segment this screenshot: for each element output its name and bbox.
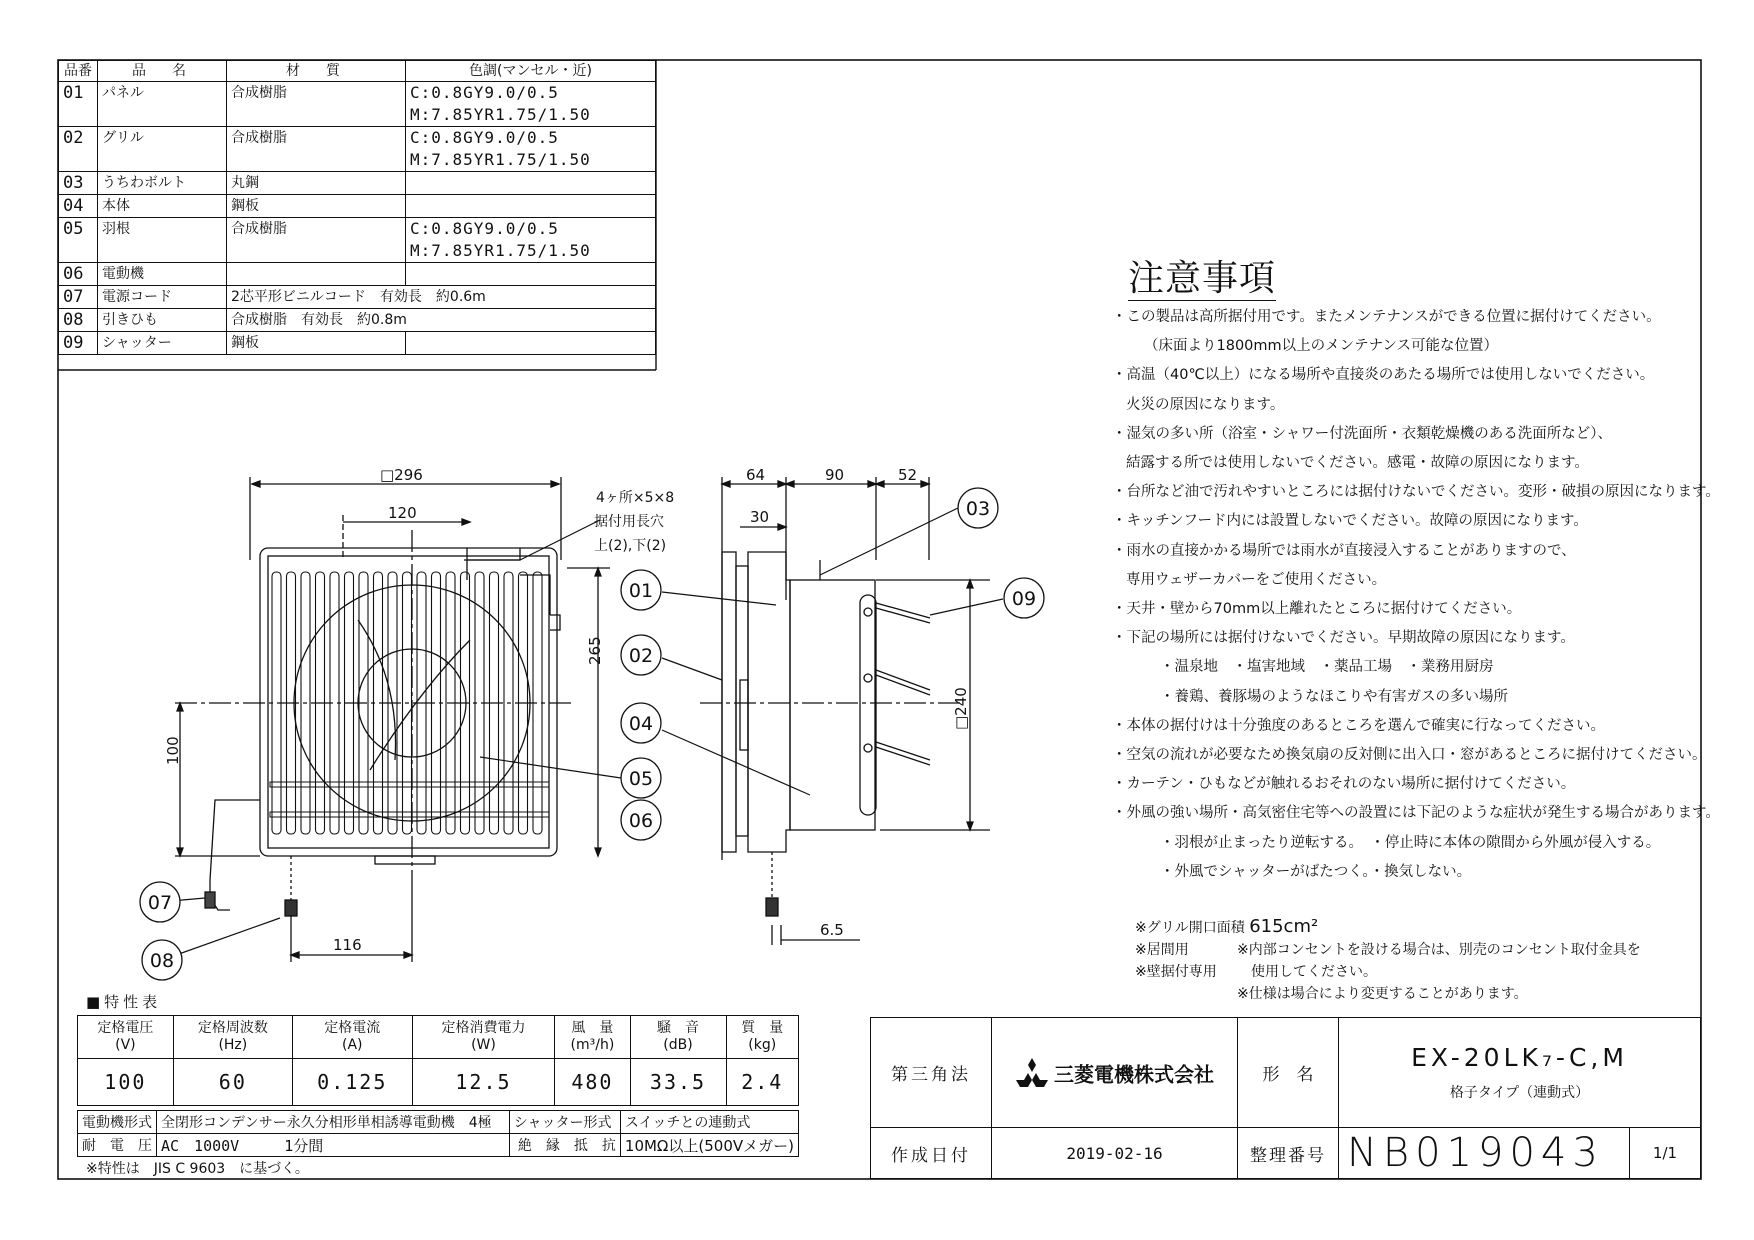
parts-table-row — [59, 82, 656, 127]
title-block — [870, 1017, 1701, 1179]
callout-05 — [621, 758, 661, 798]
model-number: EX-20LK₇-C,M — [1411, 1043, 1628, 1072]
notes-title: 注意事項 — [1128, 258, 1277, 299]
spec-value: 100 — [78, 1059, 174, 1106]
part-color-line: C:0.8GY9.0/0.5 — [410, 128, 559, 147]
note-line: ・湿気の多い所（浴室・シャワー付洗面所・衣類乾燥機のある洗面所など）、 — [1112, 425, 1612, 442]
drawing-number: NB019043 — [1339, 1128, 1630, 1179]
note-line: ・雨水の直接かかる場所では雨水が直接浸入することがありますので、 — [1112, 542, 1576, 559]
note-line: ・羽根が止まったり逆転する。 ・停止時に本体の隙間から外風が侵入する。 — [1160, 834, 1661, 851]
part-material: 丸鋼 — [227, 172, 406, 195]
spec-change-note: ※仕様は場合により変更することがあります。 — [1237, 986, 1528, 1002]
spec-value: 33.5 — [630, 1059, 726, 1106]
note-line: ・キッチンフード内には設置しないでください。故障の原因になります。 — [1112, 513, 1588, 530]
part-no: 01 — [59, 82, 98, 127]
part-color-line: C:0.8GY9.0/0.5 — [410, 83, 559, 102]
part-name: 引きひも — [98, 309, 227, 332]
part-color — [406, 127, 656, 172]
standard-note: ※特性は JIS C 9603 に基づく。 — [86, 1161, 309, 1177]
callout-label: 04 — [628, 713, 654, 735]
part-no: 05 — [59, 218, 98, 263]
insulation-value: 10MΩ以上(500Vメガー) — [620, 1134, 798, 1157]
number-label: 整理番号 — [1238, 1128, 1339, 1179]
part-color — [406, 195, 656, 218]
withstand-value: AC 1000V 1分間 — [157, 1134, 510, 1157]
spec-header-line: (m³/h) — [570, 1037, 615, 1053]
spec-header — [292, 1016, 412, 1059]
spec-header-line: (Hz) — [218, 1037, 248, 1053]
room-use: ※居間用 — [1135, 942, 1189, 958]
withstand-label: 耐 電 圧 — [78, 1134, 157, 1157]
note-line: （床面より1800mm以上のメンテナンス可能な位置） — [1144, 338, 1498, 355]
spec-header-line: (A) — [342, 1037, 363, 1053]
callout-label: 03 — [965, 498, 991, 520]
note-line: ・外風の強い場所・高気密住宅等への設置には下記のような症状が発生する場合があります。 — [1112, 805, 1720, 822]
spec-header-line: 定格電圧 — [97, 1020, 154, 1036]
callout-label: 09 — [1011, 588, 1037, 610]
spec-header — [630, 1016, 726, 1059]
model-label: 形 名 — [1238, 1018, 1339, 1128]
part-material: 合成樹脂 — [227, 82, 406, 127]
grille-rail — [270, 812, 549, 817]
spec-value: 480 — [555, 1059, 630, 1106]
part-name: 羽根 — [98, 218, 227, 263]
dim-296: □296 — [380, 466, 423, 484]
spec-value: 60 — [173, 1059, 292, 1106]
spec-value: 12.5 — [412, 1059, 555, 1106]
spec-value: 0.125 — [292, 1059, 412, 1106]
note-line: ・外風でシャッターがばたつく。・換気しない。 — [1160, 863, 1472, 880]
callout-08 — [142, 940, 182, 980]
part-material: 合成樹脂 — [227, 218, 406, 263]
spec-header — [412, 1016, 555, 1059]
spec-header-line: (W) — [471, 1037, 496, 1053]
callout-09 — [1004, 578, 1044, 618]
spec-header-line: (kg) — [748, 1037, 777, 1053]
parts-table — [58, 60, 656, 355]
dim-30: 30 — [750, 508, 770, 526]
spec-header-line: (dB) — [663, 1037, 693, 1053]
dim-120: 120 — [388, 504, 417, 522]
dim-116: 116 — [333, 936, 362, 954]
insulation-label: 絶 縁 抵 抗 — [509, 1134, 620, 1157]
part-color — [406, 82, 656, 127]
spec-header-line: 質 量 — [741, 1020, 784, 1036]
company-name: 三菱電機株式会社 — [1054, 1062, 1215, 1086]
callout-02 — [621, 635, 661, 675]
note-line: 火災の原因になります。 — [1126, 396, 1285, 413]
part-name: 電動機 — [98, 263, 227, 286]
parts-table-row — [59, 195, 656, 218]
note-line: ・養鶏、養豚場のようなほこりや有害ガスの多い場所 — [1160, 688, 1508, 705]
callout-label: 02 — [628, 645, 654, 667]
company-cell — [992, 1018, 1238, 1128]
grill-area-label: ※グリル開口面積 — [1135, 920, 1245, 936]
note-line: ・カーテン・ひもなどが触れるおそれのない場所に据付けてください。 — [1112, 776, 1576, 793]
model-cell — [1339, 1018, 1701, 1128]
spec-header — [78, 1016, 174, 1059]
spec-header-line: 騒 音 — [657, 1020, 699, 1036]
date-label: 作成日付 — [871, 1128, 992, 1179]
note-line: ・高温（40℃以上）になる場所や直接炎のあたる場所では使用しないでください。 — [1112, 367, 1655, 384]
dim-52: 52 — [898, 466, 918, 484]
spec-header — [173, 1016, 292, 1059]
part-name: 電源コード — [98, 286, 227, 309]
part-no: 06 — [59, 263, 98, 286]
sheet-number: 1/1 — [1630, 1128, 1701, 1179]
part-color-line: M:7.85YR1.75/1.50 — [410, 150, 591, 169]
spec-header-line: 定格電流 — [324, 1020, 381, 1036]
side-view — [700, 477, 990, 945]
part-material: 合成樹脂 — [227, 127, 406, 172]
spec-value: 2.4 — [726, 1059, 798, 1106]
part-color — [406, 218, 656, 263]
grille-rail — [270, 782, 549, 787]
callout-07 — [140, 882, 180, 922]
note-line: ・台所など油で汚れやすいところには据付けないでください。変形・破損の原因になります。 — [1112, 484, 1720, 501]
note-line: ・天井・壁から70mm以上離れたところに据付けてください。 — [1112, 601, 1522, 618]
parts-table-row — [59, 127, 656, 172]
part-color — [406, 332, 656, 355]
callout-label: 07 — [147, 892, 173, 914]
shutter-label: シャッター形式 — [509, 1111, 620, 1134]
hole-note-2: 据付用長穴 — [594, 514, 664, 530]
outlet-note-1: ※内部コンセントを設ける場合は、別売のコンセント取付金具を — [1237, 942, 1641, 958]
part-no: 03 — [59, 172, 98, 195]
hole-note-3: 上(2),下(2) — [594, 538, 667, 554]
header-no: 品番 — [59, 61, 98, 82]
projection-method: 第三角法 — [871, 1018, 992, 1128]
note-line: ・本体の据付けは十分強度のあるところを選んで確実に行なってください。 — [1112, 717, 1605, 734]
note-line: 専用ウェザーカバーをご使用ください。 — [1126, 571, 1387, 588]
callout-01 — [621, 570, 661, 610]
grill-area-value: 615cm² — [1249, 916, 1319, 937]
callout-bubbles — [140, 488, 1044, 980]
mitsubishi-logo-icon — [1015, 1058, 1049, 1088]
wall-mount: ※壁据付専用 — [1135, 964, 1217, 980]
spec-header-line: 風 量 — [571, 1020, 614, 1036]
part-color-line: C:0.8GY9.0/0.5 — [410, 219, 559, 238]
note-line: 結露する所では使用しないでください。感電・故障の原因になります。 — [1126, 455, 1589, 472]
model-sub: 格子タイプ（連動式） — [1449, 1085, 1590, 1101]
callout-label: 08 — [149, 950, 175, 972]
dim-90: 90 — [825, 466, 845, 484]
header-color: 色調(マンセル・近) — [406, 61, 656, 82]
part-material: 2芯平形ビニルコード 有効長 約0.6m — [227, 286, 656, 309]
dim-265: 265 — [586, 636, 604, 665]
spec-header — [555, 1016, 630, 1059]
part-color-line: M:7.85YR1.75/1.50 — [410, 105, 591, 124]
front-view — [175, 477, 610, 962]
shutter-value: スイッチとの連動式 — [620, 1111, 798, 1134]
part-no: 07 — [59, 286, 98, 309]
hole-note-1: 4ヶ所×5×8 — [596, 490, 675, 506]
spec-header — [726, 1016, 798, 1059]
part-no: 04 — [59, 195, 98, 218]
spec-header-line: 定格周波数 — [197, 1020, 268, 1036]
callout-label: 06 — [628, 810, 654, 832]
callout-06 — [621, 800, 661, 840]
dim-64: 64 — [746, 466, 766, 484]
header-name: 品 名 — [98, 61, 227, 82]
part-color-line: M:7.85YR1.75/1.50 — [410, 241, 591, 260]
callout-label: 01 — [628, 580, 654, 602]
note-line: ・温泉地 ・塩害地域 ・薬品工場 ・業務用厨房 — [1160, 659, 1494, 676]
spec-header-line: 定格消費電力 — [441, 1020, 526, 1036]
spec-header-line: (V) — [115, 1037, 136, 1053]
callout-03 — [958, 488, 998, 528]
parts-table-row — [59, 286, 656, 309]
parts-table-row — [59, 172, 656, 195]
part-name: シャッター — [98, 332, 227, 355]
note-line: ・この製品は高所据付用です。またメンテナンスができる位置に据付けてください。 — [1112, 309, 1661, 325]
part-color — [406, 263, 656, 286]
caution-notes — [1112, 258, 1720, 887]
dim-240: □240 — [952, 687, 970, 730]
header-material: 材 質 — [227, 61, 406, 82]
part-material: 鋼板 — [227, 195, 406, 218]
part-name: グリル — [98, 127, 227, 172]
motor-value: 全閉形コンデンサー永久分相形単相誘導電動機 4極 — [157, 1111, 510, 1134]
motor-label: 電動機形式 — [78, 1111, 157, 1134]
part-material — [227, 263, 406, 286]
spec-table-lower — [77, 1110, 799, 1157]
part-no: 09 — [59, 332, 98, 355]
note-line: ・空気の流れが必要なため換気扇の反対側に出入口・窓があるところに据付けてください。 — [1112, 747, 1707, 764]
part-color — [406, 172, 656, 195]
outlet-note-2: 使用してください。 — [1251, 964, 1377, 980]
part-no: 08 — [59, 309, 98, 332]
part-name: うちわボルト — [98, 172, 227, 195]
part-name: パネル — [98, 82, 227, 127]
parts-table-row — [59, 309, 656, 332]
part-material: 合成樹脂 有効長 約0.8m — [227, 309, 656, 332]
parts-table-row — [59, 218, 656, 263]
note-line: ・下記の場所には据付けないでください。早期故障の原因になります。 — [1112, 630, 1575, 647]
dim-100: 100 — [164, 736, 182, 765]
part-material: 鋼板 — [227, 332, 406, 355]
callout-04 — [621, 703, 661, 743]
parts-table-row — [59, 263, 656, 286]
remarks — [1135, 916, 1641, 1005]
part-name: 本体 — [98, 195, 227, 218]
dim-6-5: 6.5 — [820, 921, 844, 939]
parts-table-header — [59, 61, 656, 82]
parts-table-row — [59, 332, 656, 355]
spec-table — [77, 1015, 799, 1106]
part-no: 02 — [59, 127, 98, 172]
spec-heading: ■特性表 — [86, 993, 162, 1011]
date-value: 2019-02-16 — [992, 1128, 1238, 1179]
callout-label: 05 — [628, 768, 654, 790]
